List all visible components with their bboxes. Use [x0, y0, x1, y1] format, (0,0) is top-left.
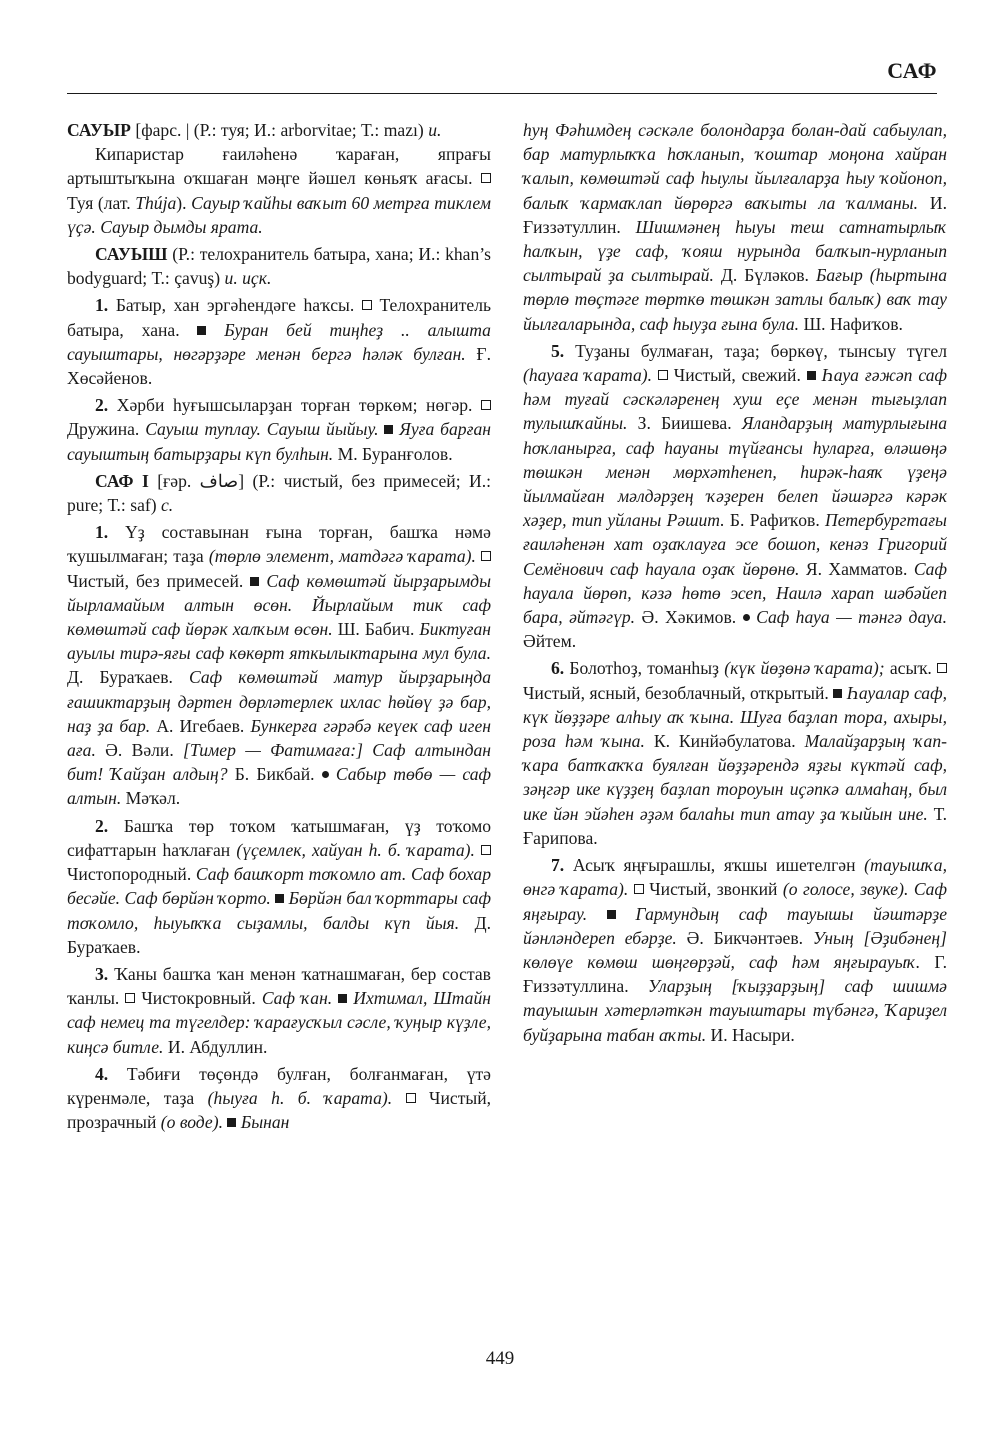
- sense-1: 1. Үҙ составынан ғына торған, башҡа нәмә ҡушылмаған; таҙа (төрлө элемент, матдәгә ҡарата). Чистый, без примесей. Саф көмөштәй йырҙарымды йырламайым алтын өсөн. Йырлайым тик саф көмөштәй саф йөрәк халҡым өсөн. Ш. Бабич. Биктуған ауылы тирә-яғы саф көкөрт яткылыктарына мул була. Д. Бураҡаев. Саф көмөштәй матур йырҙарыңда ғашиктарҙың дәртен дөрләтерлек ихлас һөйөү ҙә бар, наҙ ҙа бар. А. Игебаев. Бункерға гәрәбә кеүек саф иген аға. Ә. Вәли. [Тимер — Фатимаға:] Саф алтындан бит! Ҡайҙан алдың? Б. Бикбай. Сабыр төбө — саф алтын. Мәҡәл.: [67, 522, 492, 809]
- example-marker-icon: [384, 425, 393, 434]
- russian-marker-icon: [481, 551, 491, 561]
- sense-4: 4. Тәбиғи төҫөндә булған, болғанмаған, үтә күренмәле, таҙа (һыуға һ. б. ҡарата). Чистый, прозрачный (о воде). Бынан: [67, 1063, 492, 1133]
- example-marker-icon: [197, 326, 206, 335]
- russian-marker-icon: [481, 173, 491, 183]
- russian-marker-icon: [125, 993, 135, 1003]
- sense-2: 2. Башҡа төр тоҡом ҡатышмаған, үҙ тоҡомо сифаттарын һаҡлаған (үҫемлек, хайуан һ. б. ҡарата). Чистопородный. Саф башҡорт тоҡомло ат. Саф бохар бесәйе. Саф бөрйән ҡорто. Бөрйән бал ҡорттары саф тоҡомло, һыуыҡҡа сыҙамлы, балды күп йыя. Д. Бураҡаев.: [67, 815, 492, 957]
- sense-6: 6. Болотһоҙ, томанһыҙ (күк йөҙөнә ҡарата); асыҡ. Чистый, ясный, безоблачный, открытый. Һауалар саф, күк йөҙҙәре алһыу аҡ ҡына. Шуға баҙлап тора, ахыры, роза һәм ҡына. К. Кинйәбулатова. Малайҙарҙың ҡап-ҡара батҡаҡҡа буялған йөҙҙәрендә яҙғы күктәй саф, зәңгәр ике күҙҙең баҙлап тороуын иҫәпкә алмаһаң, был ике йән эйәһен әҙәм балаһы тип атау ҙа ҡыйын ине. Т. Ғарипова.: [523, 658, 947, 848]
- example-marker-icon: [807, 371, 816, 380]
- arabic-spelling: صاف: [199, 470, 239, 491]
- headword: САУЫР: [67, 120, 131, 140]
- headword: САУЫШ: [95, 244, 168, 265]
- russian-marker-icon: [937, 663, 947, 673]
- example-marker-icon: [338, 994, 347, 1003]
- russian-marker-icon: [362, 300, 372, 310]
- example: Сауыр ҡайһы ваҡыт 60 метрға тиклем үҫә. Сауыр дымды ярата.: [67, 192, 491, 237]
- sense-3: 3. Ҡаны башҡа ҡан менән ҡатнашмаған, бер состав ҡанлы. Чистокровный. Саф ҡан. Ихтимал, Штайн саф немец та түгелдер: ҡарағусҡыл сәсле, ҡуңыр күҙле, киңсә битле. И. Абдуллин.: [67, 963, 491, 1057]
- page-number: 449: [485, 1348, 515, 1369]
- russian-marker-icon: [481, 845, 491, 855]
- russian-marker-icon: [481, 400, 491, 410]
- header-rule: [67, 93, 937, 94]
- sense-4-continued: һуң Фәһимдең сәскәле болондарҙа болан-дай сабыулап, бар матурлыҡҡа һоҡланып, ҡоштар моңона хайран ҡалып, көмөштәй саф һыулы йылғаларҙа һыу ҡойоноп, балыҡ ҡармаҡлап йөрөргә ваҡыты ла ҡалманы. И. Ғиззәтуллин. Шишмәнең һыуы теш сатнатырлыҡ һалҡын, үҙе саф, ҡояш нурында балҡып-нурланып сылтырай ҙа сылтырай. Д. Бүләков. Бағыр (һыртына төрлө төҫтәге төрткө төшкән затлы балыҡ) ваҡ тау йылғаларында, саф һыуҙа ғына була. Ш. Нафиҡов.: [523, 120, 948, 334]
- proverb-marker-icon: [322, 771, 329, 778]
- example-marker-icon: [833, 689, 842, 698]
- definition: Кипаристар ғаиләһенә ҡараған, япрағы артыштыҡына оҡшаған мәңге йәшел көньяҡ ағасы. Туя (лат. Thúja). Сауыр ҡайһы ваҡыт 60 метрға тиклем үҫә. Сауыр дымды ярата.: [67, 144, 491, 237]
- right-column: [523, 118, 947, 1047]
- sense-2: 2. Хәрби һуғышсыларҙан торған төркөм; нөгәр. Дружина. Сауыш туплау. Сауыш йыйыу. Яуға барған сауыштың батырҙары күп булһын. М. Буранғолов.: [67, 395, 491, 464]
- headword: САФ: [95, 470, 134, 491]
- left-column: [67, 118, 491, 1134]
- running-head: САФ: [887, 58, 937, 83]
- sense-1: 1. Батыр, хан эргәһендәге һаҡсы. Телохранитель батыра, хана. Буран бей тиңһеҙ .. алышта сауыштары, нөгәрҙәре менән бергә һәләк булған. Ғ. Хөсәйенов.: [67, 295, 492, 389]
- example-marker-icon: [607, 910, 616, 919]
- example-marker-icon: [227, 1118, 236, 1127]
- russian-marker-icon: [406, 1093, 416, 1103]
- russian-marker-icon: [658, 370, 668, 380]
- sense-5: 5. Туҙаны булмаған, таҙа; бөркөү, тынсыу түгел (һауаға ҡарата). Чистый, свежий. Һауа ғәжәп саф һәм туғай сәскәләренең хуш еҫе менән тығыҙлап тулышҡайны. З. Биишева. Яландарҙың матурлығына һоҡланырға, саф һауаны түйғансы һуларға, өләшөңә төшкән менән мөрхәтһенеп, һирәк-һаяҡ үҙеңә йылмайған мәлдәрҙең ҡәҙерен белеп йәшәргә кәрәк хәҙер, тип уйланы Рәшит. Б. Рафиҡов. Петербургтағы ғаиләһенән хат оҙаҡлауға эсе бошоп, кенәз Григорий Семёнович саф һауала оҙаҡ йөрөнө. Я. Хамматов. Саф һауала йөрөп, кәзә һөтө эсеп, Наилә харап шәбәйеп бара, әйтәгүр. Ә. Хәкимов. Саф һауа — тәнгә дауа. Әйтем.: [523, 340, 948, 652]
- entry-sauyr: САУЫР [фарс. | (Р.: туя; И.: arborvitae; Т.: mazı) и.: [67, 120, 442, 140]
- entry-sauysh: САУЫШ (Р.: телохранитель батыра, хана; И.: khan’s bodyguard; Т.: çavuş) и. иҫк.: [67, 244, 491, 289]
- example-marker-icon: [275, 894, 284, 903]
- sense-7: 7. Асыҡ яңғырашлы, яҡшы ишетелгән (тауышҡа, өнгә ҡарата). Чистый, звонкий (о голосе, звуке). Саф яңғырау. Гармундың саф тауышы йәштәрҙе йәнләндереп ебәрҙе. Ә. Бикчәнтәев. Уның [Әҙибәнең] көлөүе көмөш шөңгөрҙәй, саф һәм яңғырауыҡ. Г. Ғиззәтуллина. Уларҙың [ҡыҙҙарҙың] саф шишмә тауышын хәтерләткән тауыштары түбәнгә, Ҡариҙел буйҙарына табан аҡты. И. Насыри.: [523, 855, 948, 1045]
- russian-marker-icon: [634, 884, 644, 894]
- example-marker-icon: [250, 577, 259, 586]
- proverb-marker-icon: [743, 614, 750, 621]
- entry-saf-1: САФ I [ғәр. صاف] (Р.: чистый, без примесей; И.: pure; Т.: saf) с.: [67, 470, 491, 516]
